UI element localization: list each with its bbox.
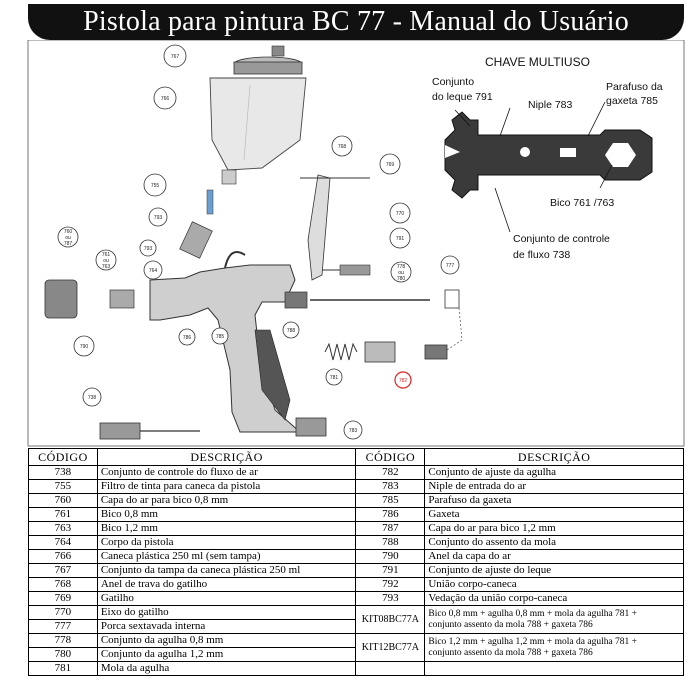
table-header-row <box>29 449 684 466</box>
label-gaxeta: Parafuso da <box>606 81 663 93</box>
empty-cell <box>425 606 684 634</box>
svg-text:763: 763 <box>101 264 111 270</box>
label-fluxo-2: de fluxo 738 <box>513 249 571 261</box>
fan-adjust <box>340 265 370 275</box>
code-cell: 786 <box>356 508 425 522</box>
code-cell: 764 <box>29 536 98 550</box>
table-row <box>29 550 684 564</box>
union <box>180 222 213 258</box>
svg-text:761: 761 <box>101 252 111 258</box>
filter <box>207 190 213 214</box>
description-cell: Conjunto da agulha 0,8 mm <box>97 634 356 648</box>
code-cell: 761 <box>29 508 98 522</box>
exploded-diagram <box>0 40 700 448</box>
kit-line-2: conjunto assento da mola 788 + gaxeta 786 <box>428 647 593 658</box>
code-cell: 787 <box>356 522 425 536</box>
svg-text:783: 783 <box>348 428 358 434</box>
table-row <box>29 522 684 536</box>
svg-text:770: 770 <box>395 211 405 217</box>
kit-line-1: Bico 1,2 mm + agulha 1,2 mm + mola da agulha 781 + <box>428 636 638 647</box>
table-row <box>29 480 684 494</box>
svg-text:767: 767 <box>170 54 180 60</box>
header-code-2: CÓDIGO <box>356 449 425 466</box>
description-cell: Conjunto de ajuste do leque <box>425 564 684 578</box>
svg-text:778: 778 <box>396 264 406 270</box>
code-cell: 783 <box>356 480 425 494</box>
code-cell: 781 <box>29 662 98 676</box>
table-row <box>29 592 684 606</box>
svg-text:ou: ou <box>398 270 404 276</box>
description-cell: Anel da capa do ar <box>425 550 684 564</box>
description-cell: Parafuso da gaxeta <box>425 494 684 508</box>
code-cell: 788 <box>356 536 425 550</box>
code-cell: 770 <box>29 606 98 620</box>
parts-table <box>28 448 684 676</box>
svg-text:766: 766 <box>160 96 170 102</box>
description-cell: Conjunto de ajuste da agulha <box>425 466 684 480</box>
description-cell: Filtro de tinta para caneca da pistola <box>97 480 356 494</box>
code-cell: 755 <box>29 480 98 494</box>
svg-text:760: 760 <box>63 229 73 235</box>
svg-text:780: 780 <box>396 276 406 282</box>
cup-lid <box>234 46 302 74</box>
tool-heading: CHAVE MULTIUSO <box>485 55 590 69</box>
description-cell: Corpo da pistola <box>97 536 356 550</box>
kit-description-cell <box>425 634 684 662</box>
header-code: CÓDIGO <box>29 449 98 466</box>
table-row <box>29 466 684 480</box>
svg-text:793: 793 <box>153 215 163 221</box>
code-cell: 792 <box>356 578 425 592</box>
svg-text:781: 781 <box>329 375 339 381</box>
svg-text:755: 755 <box>150 183 160 189</box>
description-cell: Conjunto da tampa da caneca plástica 250 ml <box>97 564 356 578</box>
code-cell: 780 <box>29 648 98 662</box>
header-desc-2: DESCRIÇÃO <box>425 449 684 466</box>
svg-text:787: 787 <box>63 241 73 247</box>
description-cell: Mola da agulha <box>97 662 356 676</box>
svg-text:793: 793 <box>143 246 153 252</box>
code-cell: 791 <box>356 564 425 578</box>
svg-text:786: 786 <box>182 335 192 341</box>
label-gaxeta-2: gaxeta 785 <box>606 95 658 107</box>
svg-text:738: 738 <box>87 395 97 401</box>
code-cell: 767 <box>29 564 98 578</box>
svg-text:782: 782 <box>398 378 408 384</box>
svg-text:785: 785 <box>215 334 225 340</box>
code-cell: 785 <box>356 494 425 508</box>
cup-neck <box>222 170 236 184</box>
description-cell: Bico 1,2 mm <box>97 522 356 536</box>
svg-text:769: 769 <box>385 162 395 168</box>
kit-code-cell: KIT12BC77A <box>356 634 425 662</box>
description-cell: Conjunto da agulha 1,2 mm <box>97 648 356 662</box>
description-cell: Porca sextavada interna <box>97 620 356 634</box>
code-cell: 782 <box>356 466 425 480</box>
label-fluxo: Conjunto de controle <box>513 233 610 245</box>
table-row <box>29 536 684 550</box>
kit-line-1: Bico 0,8 mm + agulha 0,8 mm + mola da agulha 781 + <box>428 608 638 619</box>
kit-line-2: conjunto assento da mola 788 + gaxeta 786 <box>428 619 593 630</box>
label-bico: Bico 761 /763 <box>550 197 615 209</box>
needle-adjust <box>365 342 395 362</box>
air-valve <box>285 292 307 308</box>
table-row <box>29 578 684 592</box>
svg-text:791: 791 <box>395 236 405 242</box>
air-cap <box>45 280 134 318</box>
description-cell: União corpo-caneca <box>425 578 684 592</box>
page-title: Pistola para pintura BC 77 - Manual do Usuário <box>83 6 629 37</box>
cup <box>210 78 306 170</box>
svg-text:788: 788 <box>286 328 296 334</box>
code-cell: 766 <box>29 550 98 564</box>
table-row <box>29 564 684 578</box>
description-cell: Capa do ar para bico 1,2 mm <box>425 522 684 536</box>
description-cell: Caneca plástica 250 ml (sem tampa) <box>97 550 356 564</box>
title-bar <box>28 4 684 40</box>
table-row <box>29 634 684 648</box>
svg-text:777: 777 <box>445 263 455 269</box>
description-cell: Bico 0,8 mm <box>97 508 356 522</box>
svg-text:790: 790 <box>79 344 89 350</box>
spring <box>325 344 357 360</box>
code-cell: 778 <box>29 634 98 648</box>
empty-cell: KIT08BC77A <box>356 606 425 634</box>
table-row <box>29 508 684 522</box>
description-cell: Anel de trava do gatilho <box>97 578 356 592</box>
code-cell: 738 <box>29 466 98 480</box>
description-cell: Capa do ar para bico 0,8 mm <box>97 494 356 508</box>
code-cell: 790 <box>356 550 425 564</box>
description-cell: Conjunto do assento da mola <box>425 536 684 550</box>
slot-hole <box>560 148 576 157</box>
trigger <box>308 175 330 280</box>
description-cell: Gatilho <box>97 592 356 606</box>
label-niple: Niple 783 <box>528 99 573 111</box>
svg-text:768: 768 <box>337 144 347 150</box>
description-cell: Conjunto de controle do fluxo de ar <box>97 466 356 480</box>
description-cell <box>425 662 684 676</box>
hex-nut <box>445 290 459 308</box>
description-cell: Vedação da união corpo-caneca <box>425 592 684 606</box>
code-cell <box>356 662 425 676</box>
label-leque-2: do leque 791 <box>432 91 493 103</box>
code-cell: 768 <box>29 578 98 592</box>
svg-text:764: 764 <box>148 268 158 274</box>
svg-text:ou: ou <box>65 235 71 241</box>
code-cell: 763 <box>29 522 98 536</box>
table-row <box>29 662 684 676</box>
table-row <box>29 606 684 620</box>
code-cell: 769 <box>29 592 98 606</box>
code-cell: 793 <box>356 592 425 606</box>
description-cell: Niple de entrada do ar <box>425 480 684 494</box>
round-hole <box>520 147 530 157</box>
header-desc: DESCRIÇÃO <box>97 449 356 466</box>
label-leque: Conjunto <box>432 76 475 88</box>
svg-text:ou: ou <box>103 258 109 264</box>
code-cell: 760 <box>29 494 98 508</box>
description-cell: Eixo do gatilho <box>97 606 356 620</box>
table-row <box>29 494 684 508</box>
description-cell: Gaxeta <box>425 508 684 522</box>
code-cell: 777 <box>29 620 98 634</box>
multi-tool <box>432 55 663 261</box>
